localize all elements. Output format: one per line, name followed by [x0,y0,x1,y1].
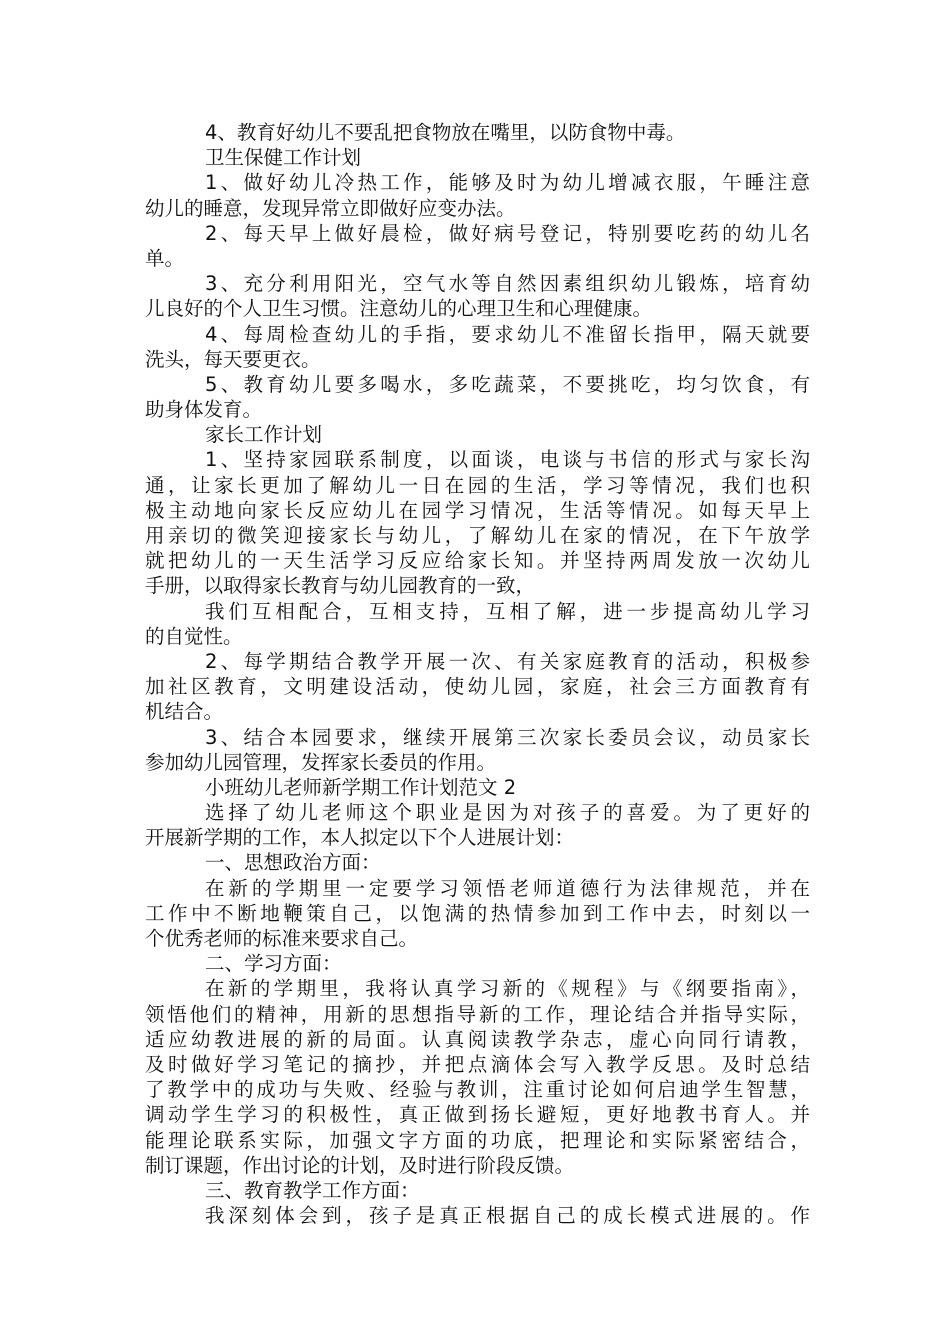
text-line: 儿良好的个人卫生习惯。注意幼儿的心理卫生和心理健康。 [145,297,653,321]
text-line: 洗头，每天要更衣。 [145,347,321,371]
text-line: 通，让家长更加了解幼儿一日在园的生活，学习等情况，我们也积 [145,473,810,497]
text-line: 二、学习方面： [205,952,342,976]
text-line: 三、教育教学工作方面： [205,1178,420,1202]
text-line: 在新的学期里，我将认真学习新的《规程》与《纲要指南》， [205,977,810,1001]
text-line: 的自觉性。 [145,624,243,648]
text-line: 我们互相配合，互相支持，互相了解，进一步提高幼儿学习 [205,599,810,623]
text-line: 3、结合本园要求，继续开展第三次家长委员会议，动员家长 [205,725,810,749]
document-page [145,120,810,1228]
text-line: 助身体发育。 [145,398,263,422]
text-line: 1、坚持家园联系制度，以面谈，电谈与书信的形式与家长沟 [205,448,810,472]
text-line: 手册，以取得家长教育与幼儿园教育的一致， [145,574,536,598]
text-line: 及时做好学习笔记的摘抄，并把点滴体会写入教学反思。及时总结 [145,1052,810,1076]
text-line: 3、充分利用阳光，空气水等自然因素组织幼儿锻炼，培育幼 [205,272,810,296]
text-line: 就把幼儿的一天生活学习反应给家长知。并坚持两周发放一次幼儿 [145,549,810,573]
text-line: 在新的学期里一定要学习领悟老师道德行为法律规范，并在 [205,876,810,900]
text-line: 制订课题，作出讨论的计划，及时进行阶段反馈。 [145,1153,575,1177]
text-line: 一、思想政治方面： [205,851,381,875]
text-line: 个优秀老师的标准来要求自己。 [145,927,419,950]
text-line: 开展新学期的工作，本人拟定以下个人进展计划： [145,826,575,850]
text-line: 加社区教育，文明建设活动，使幼儿园，家庭，社会三方面教育有 [145,675,810,699]
text-line: 适应幼教进展的新的局面。认真阅读教学杂志，虚心向同行请教， [145,1027,810,1051]
text-line: 4、每周检查幼儿的手指，要求幼儿不准留长指甲，隔天就要 [205,322,810,346]
text-line: 工作中不断地鞭策自己，以饱满的热情参加到工作中去，时刻以一 [145,901,810,925]
text-line: 用亲切的微笑迎接家长与幼儿，了解幼儿在家的情况，在下午放学 [145,524,810,547]
text-line: 2、每学期结合教学开展一次、有关家庭教育的活动，积极参 [205,649,810,673]
text-line: 调动学生学习的积极性，真正做到扬长避短，更好地教书育人。并 [145,1103,810,1127]
text-line: 家长工作计划 [205,423,323,447]
text-line: 能理论联系实际，加强文字方面的功底，把理论和实际紧密结合， [145,1128,810,1152]
text-line: 了教学中的成功与失败、经验与教训，注重讨论如何启迪学生智慧， [145,1078,810,1102]
text-line: 机结合。 [145,700,224,724]
text-line: 领悟他们的精神，用新的思想指导新的工作，理论结合并指导实际， [145,1002,810,1026]
text-line: 5、教育幼儿要多喝水，多吃蔬菜，不要挑吃，均匀饮食，有 [205,372,810,396]
text-line: 4、教育好幼儿不要乱把食物放在嘴里，以防食物中毒。 [205,121,686,144]
text-line: 幼儿的睡意，发现异常立即做好应变办法。 [145,196,516,220]
text-line: 卫生保健工作计划 [205,146,362,170]
text-line: 单。 [145,246,185,270]
text-line: 1、做好幼儿冷热工作，能够及时为幼儿增减衣服，午睡注意 [205,171,810,195]
text-line: 2、每天早上做好晨检，做好病号登记，特别要吃药的幼儿名 [205,221,810,245]
text-line: 选择了幼儿老师这个职业是因为对孩子的喜爱。为了更好的 [205,801,810,825]
text-line: 小班幼儿老师新学期工作计划范文 2 [205,775,517,799]
text-line: 我深刻体会到，孩子是真正根据自己的成长模式进展的。作 [205,1204,810,1228]
text-line: 参加幼儿园管理，发挥家长委员的作用。 [145,750,497,774]
text-line: 极主动地向家长反应幼儿在园学习情况，生活等情况。如每天早上 [145,498,810,522]
